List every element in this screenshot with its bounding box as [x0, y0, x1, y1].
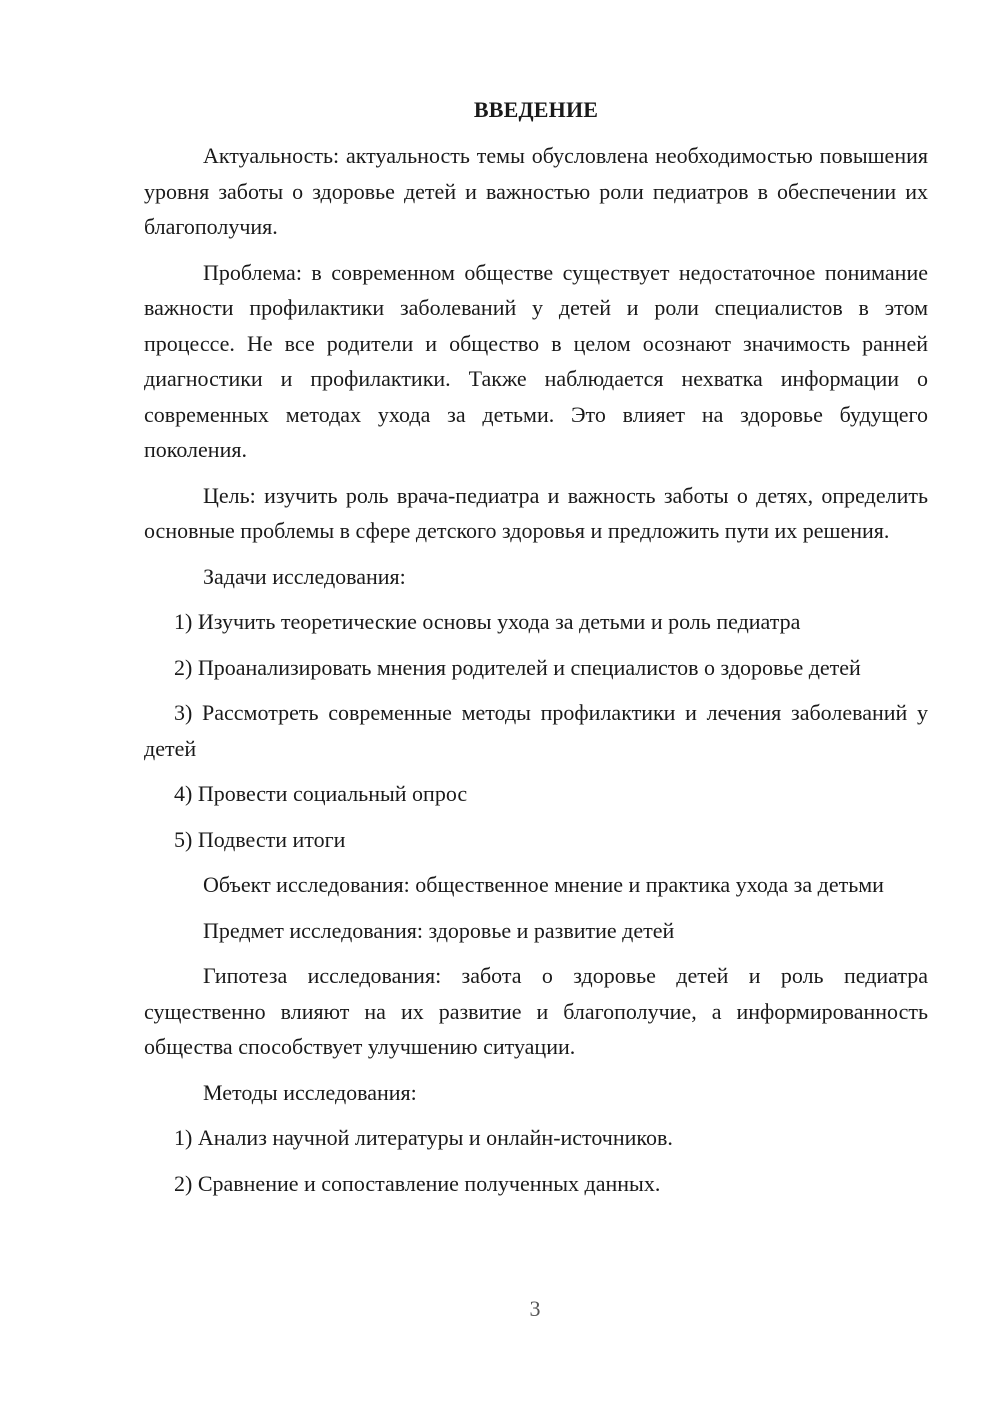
object-paragraph: Объект исследования: общественное мнение и практика ухода за детьми — [203, 872, 884, 897]
relevance-paragraph: Актуальность: актуальность темы обусловлена необходимостью повышения уровня заботы о здоровье детей и важностью роли педиатров в обеспечении их благополучия. — [144, 143, 928, 239]
methods-heading: Методы исследования: — [203, 1079, 417, 1105]
problem-paragraph: Проблема: в современном обществе существует недостаточное понимание важности профилактики заболеваний у детей и роли специалистов в этом процессе. Не все родители и общество в целом осознают значимость ранней диагностики и профилактики. Также наблюдается нехватка информации о современных методах ухода за детьми. Это влияет на здоровье будущего поколения. — [144, 259, 928, 462]
task-item: 1) Изучить теоретические основы ухода за детьми и роль педиатра — [174, 609, 801, 634]
goal-paragraph: Цель: изучить роль врача-педиатра и важность заботы о детях, определить основные проблемы в сфере детского здоровья и предложить пути их решения. — [144, 482, 928, 543]
task-item: 3) Рассмотреть современные методы профилактики и лечения заболеваний у детей — [144, 700, 928, 761]
task-item: 5) Подвести итоги — [174, 826, 346, 852]
tasks-heading: Задачи исследования: — [203, 563, 406, 589]
task-item: 4) Провести социальный опрос — [174, 781, 468, 806]
hypothesis-paragraph: Гипотеза исследования: забота о здоровье детей и роль педиатра существенно влияют на их развитие и благополучие, а информированность общества способствует улучшению ситуации. — [144, 963, 928, 1059]
document-page — [144, 92, 928, 1211]
page-number: 3 — [529, 1296, 541, 1321]
method-item: 1) Анализ научной литературы и онлайн-источников. — [174, 1125, 673, 1150]
page-title: ВВЕДЕНИЕ — [473, 97, 599, 122]
method-item: 2) Сравнение и сопоставление полученных данных. — [174, 1170, 661, 1196]
subject-paragraph: Предмет исследования: здоровье и развитие детей — [203, 917, 675, 943]
task-item: 2) Проанализировать мнения родителей и специалистов о здоровье детей — [174, 654, 861, 680]
